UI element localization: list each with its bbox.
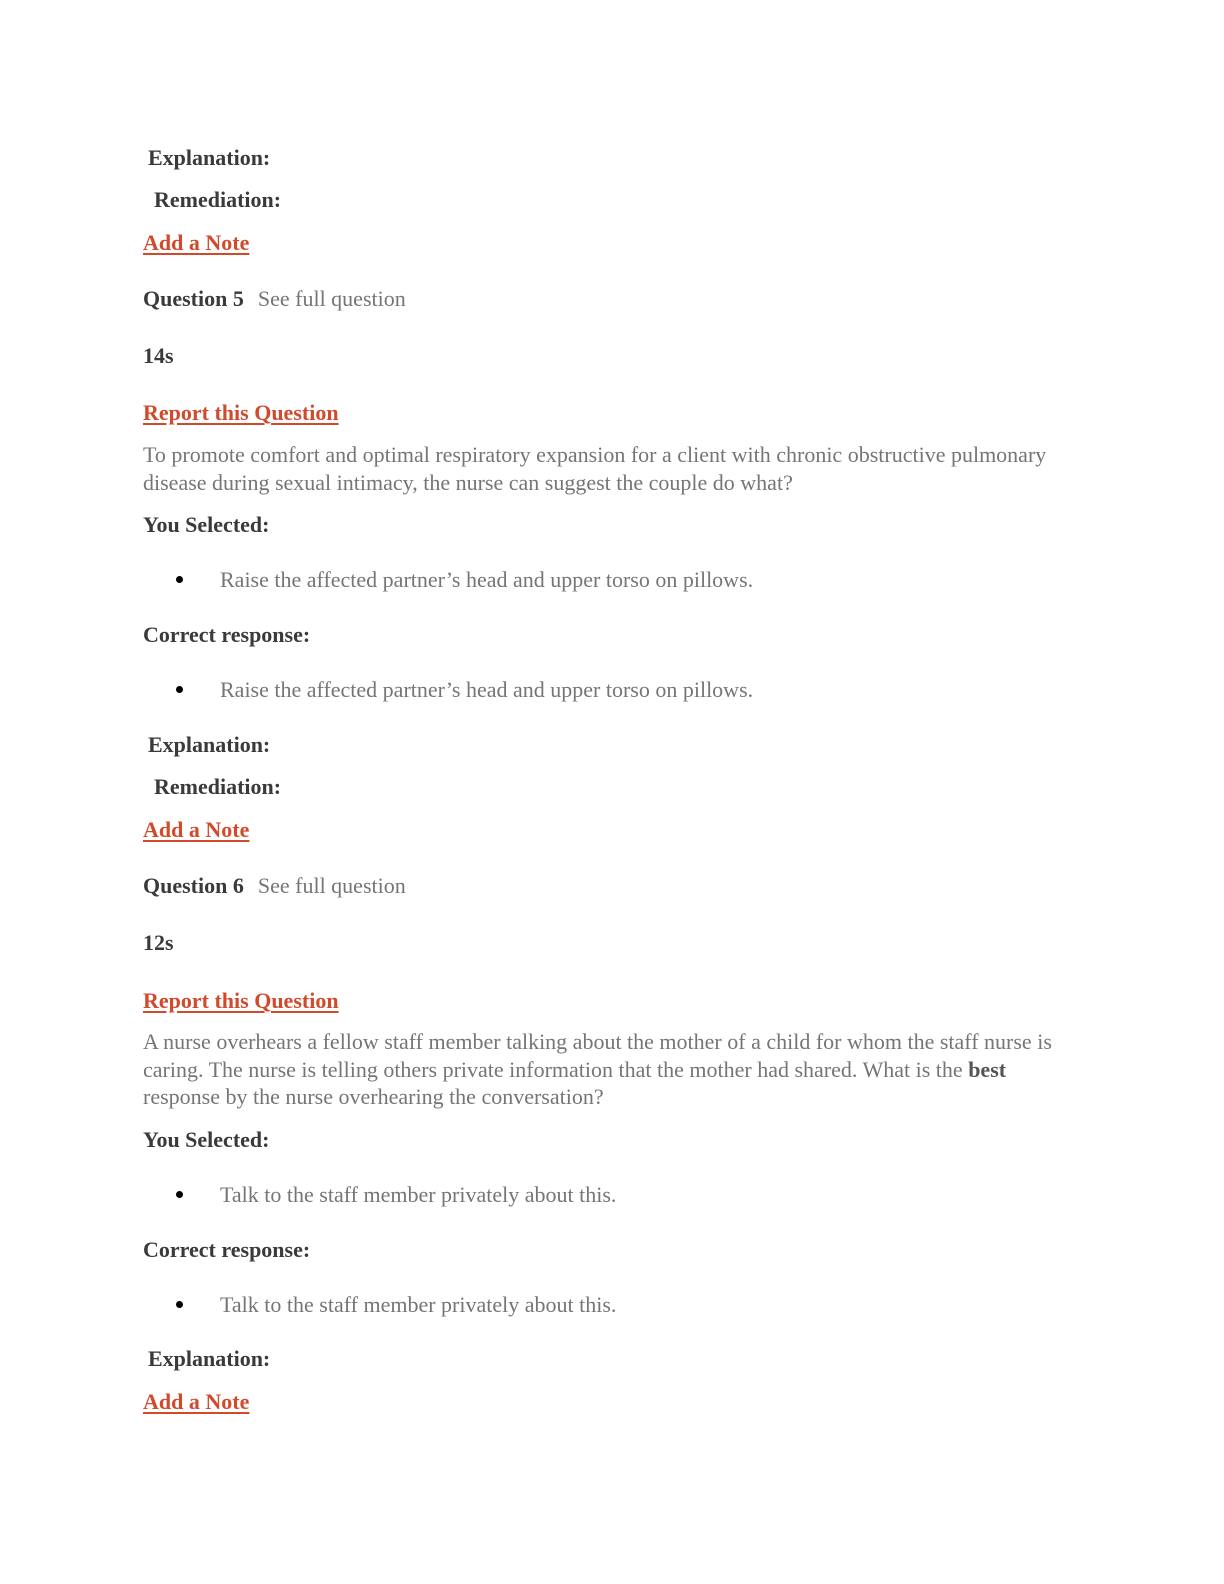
question-text-part: response by the nurse overhearing the conversation? (143, 1084, 604, 1109)
see-full-question-link[interactable]: See full question (257, 873, 406, 898)
question-5-header (143, 285, 406, 312)
explanation-label: Explanation: (148, 1346, 271, 1371)
question-label: Question 5 (143, 286, 244, 311)
add-note-link[interactable]: Add a Note (143, 230, 250, 255)
selected-answer-text: Talk to the staff member privately about this. (220, 1182, 617, 1207)
question-text-emphasis: best (968, 1056, 1007, 1082)
explanation-label: Explanation: (148, 732, 271, 757)
see-full-question-link[interactable]: See full question (257, 286, 406, 311)
correct-answer-text: Raise the affected partner’s head and upper torso on pillows. (220, 677, 754, 702)
you-selected-label: You Selected: (143, 1127, 270, 1152)
correct-answer-text: Talk to the staff member privately about this. (220, 1292, 617, 1317)
explanation-label: Explanation: (148, 145, 271, 170)
correct-response-label: Correct response: (143, 622, 311, 647)
selected-answer-text: Raise the affected partner’s head and upper torso on pillows. (220, 567, 754, 592)
add-note-link[interactable]: Add a Note (143, 1389, 250, 1414)
report-question-link[interactable]: Report this Question (143, 400, 339, 425)
bullet-icon (176, 686, 183, 693)
question-label: Question 6 (143, 873, 244, 898)
remediation-label: Remediation: (154, 774, 282, 799)
remediation-label: Remediation: (154, 187, 282, 212)
question-text-part: A nurse overhears a fellow staff member talking about the mother of a child for whom the staff nurse is caring. The nurse is telling others private information that the mother had shared. What is the (143, 1029, 1052, 1082)
add-note-link[interactable]: Add a Note (143, 817, 250, 842)
question-text (143, 1028, 1073, 1111)
bullet-icon (176, 576, 183, 583)
report-question-link[interactable]: Report this Question (143, 988, 339, 1013)
question-text: To promote comfort and optimal respiratory expansion for a client with chronic obstructive pulmonary disease during sexual intimacy, the nurse can suggest the couple do what? (143, 442, 1047, 495)
question-time: 14s (143, 343, 174, 368)
bullet-icon (176, 1191, 183, 1198)
question-6-header (143, 872, 406, 899)
question-time: 12s (143, 930, 174, 955)
correct-response-label: Correct response: (143, 1237, 311, 1262)
bullet-icon (176, 1301, 183, 1308)
you-selected-label: You Selected: (143, 512, 270, 537)
